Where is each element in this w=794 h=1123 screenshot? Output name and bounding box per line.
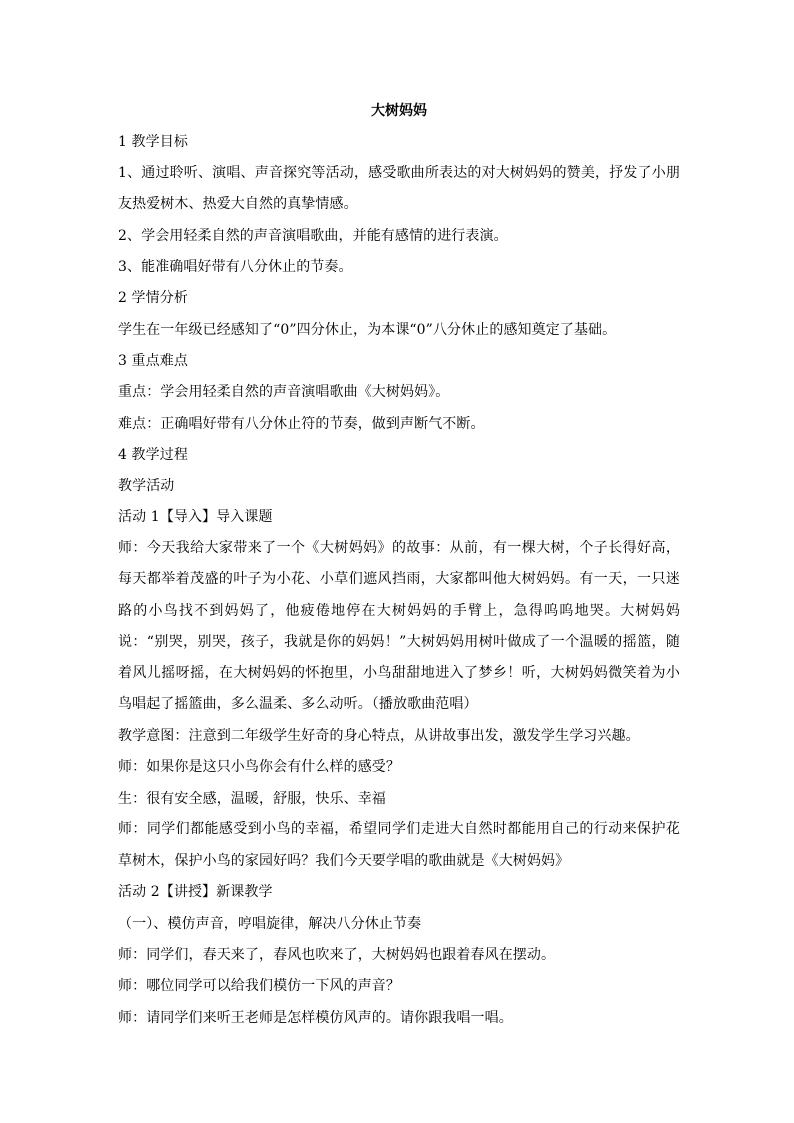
heading-teaching-goals: 1 教学目标 [118,134,188,150]
difficulty-text: 难点：正确唱好带有八分休止符的节奏，做到声断气不断。 [118,415,485,432]
student-answer-line: 生：很有安全感，温暖，舒服，快乐、幸福 [118,790,386,807]
goal-paragraph-1: 1、通过聆听、演唱、声音探究等活动，感受歌曲所表达的对大树妈妈的赞美，抒发了小朋友热爱树木、热爱大自然的真挚情感。 [118,164,680,212]
teacher-summary-paragraph: 师：同学们都能感受到小鸟的幸福，希望同学们走进大自然时都能用自己的行动来保护花草树木，保护小鸟的家园好吗？我们今天要学唱的歌曲就是《大树妈妈》 [118,821,680,869]
goal-line-2: 2、学会用轻柔自然的声音演唱歌曲，并能有感情的进行表演。 [118,227,508,244]
student-analysis-text: 学生在一年级已经感知了“0”四分休止，为本课“0”八分休止的感知奠定了基础。 [118,321,617,338]
activity-1-heading: 活动 1【导入】导入课题 [118,509,273,526]
teacher-question-line: 师：如果你是这只小鸟你会有什么样的感受？ [118,759,400,776]
heading-student-analysis: 2 学情分析 [118,290,188,307]
document-page [118,101,680,1039]
goal-line-3: 3、能准确唱好带有八分休止的节奏。 [118,259,353,276]
teaching-activities-label: 教学活动 [118,478,175,495]
heading-teaching-process: 4 教学过程 [118,446,188,463]
teacher-line-listen: 师：请同学们来听王老师是怎样模仿风声的。请你跟我唱一唱。 [118,1009,513,1026]
teacher-line-imitate: 师：哪位同学可以给我们模仿一下风的声音？ [118,978,400,995]
heading-key-points: 3 重点难点 [118,352,188,369]
key-point-text: 重点：学会用轻柔自然的声音演唱歌曲《大树妈妈》。 [118,384,450,401]
section-one-heading: （一）、模仿声音，哼唱旋律，解决八分休止节奏 [118,915,422,932]
story-paragraph: 师：今天我给大家带来了一个《大树妈妈》的故事：从前，有一棵大树，个子长得好高，每天都举着茂盛的叶子为小花、小草们遮风挡雨，大家都叫他大树妈妈。有一天，一只迷路的小鸟找不到妈妈了，他疲倦地停在大树妈妈的手臂上，急得呜呜地哭。大树妈妈说：“别哭，别哭，孩子，我就是你的妈妈！”大树妈妈用树叶做成了一个温暖的摇篮，随着风儿摇呀摇，在大树妈妈的怀抱里，小鸟甜甜地进入了梦乡！听，大树妈妈微笑着为小鸟唱起了摇篮曲，多么温柔、多么动听。（播放歌曲范唱） [118,540,680,713]
activity-2-heading: 活动 2【讲授】新课教学 [118,884,273,901]
teacher-line-spring: 师：同学们，春天来了，春风也吹来了，大树妈妈也跟着春风在摆动。 [118,947,556,964]
teaching-intent-text: 教学意图：注意到二年级学生好奇的身心特点，从讲故事出发，激发学生学习兴趣。 [118,728,640,745]
document-title: 大树妈妈 [371,103,427,119]
